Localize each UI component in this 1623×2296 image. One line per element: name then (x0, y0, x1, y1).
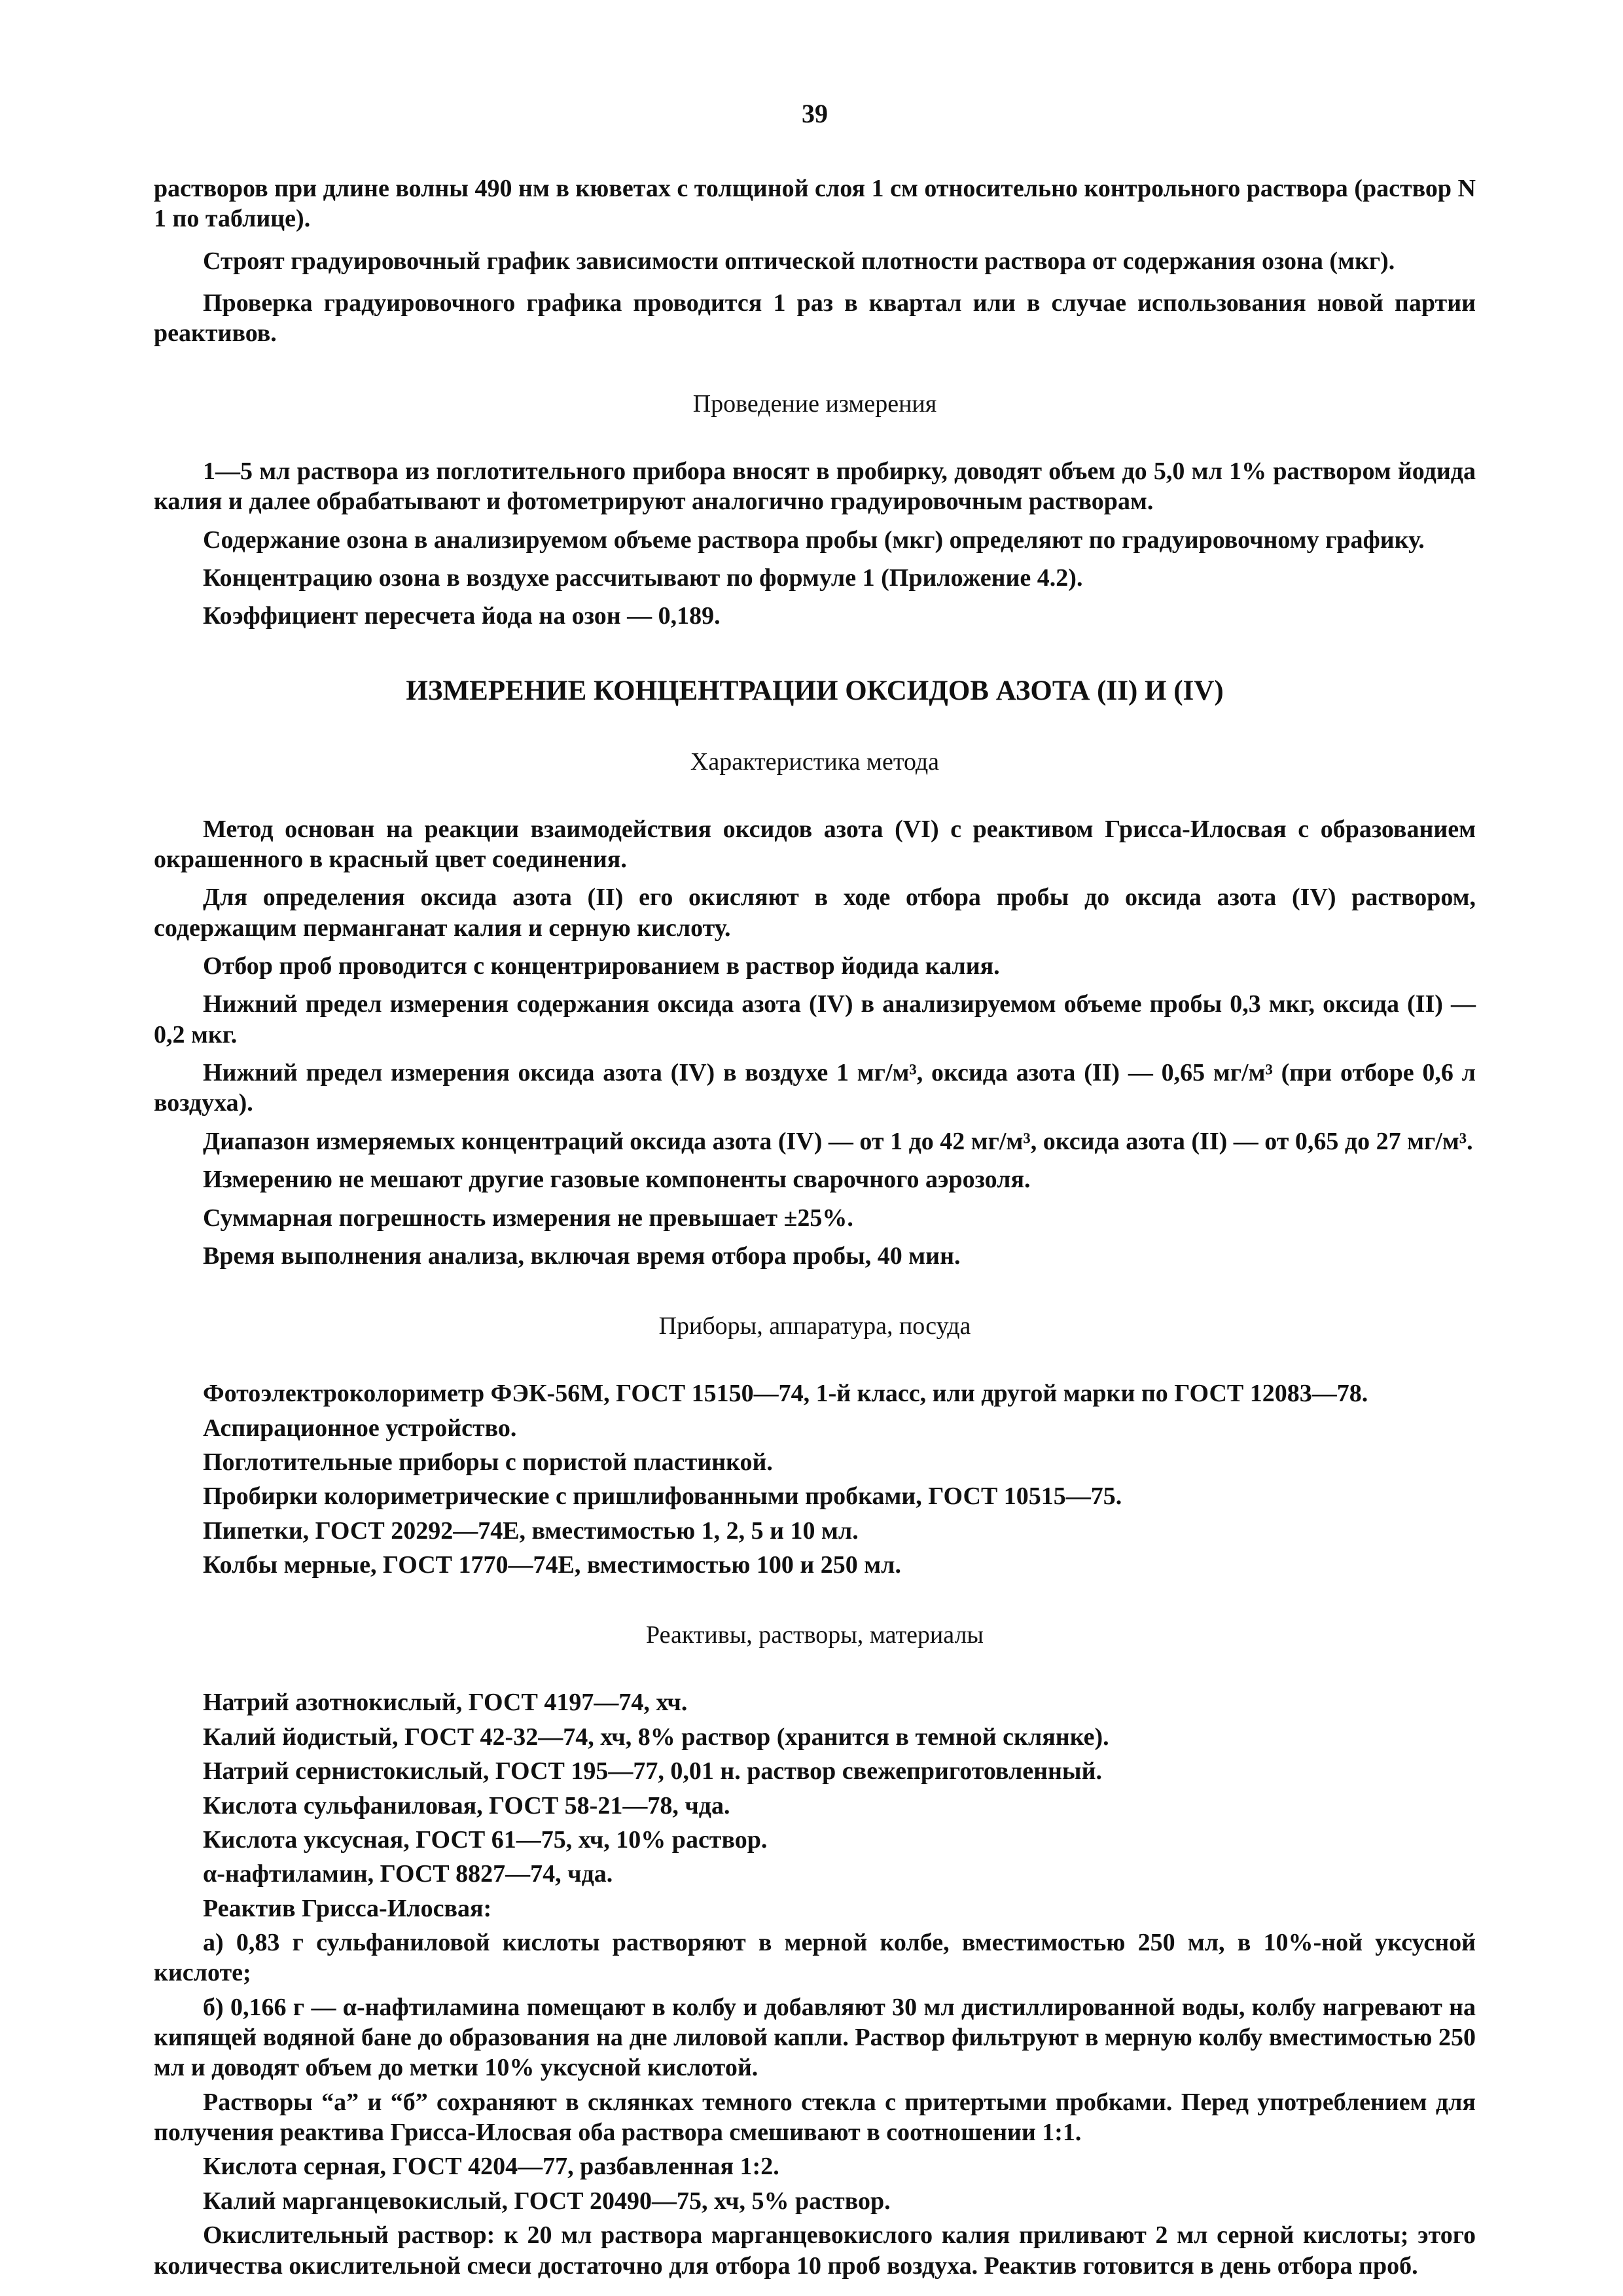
page-number: 39 (802, 99, 828, 128)
paragraph: Измерению не мешают другие газовые компоненты сварочного аэрозоля. (203, 1166, 1031, 1194)
section-heading: Характеристика метода (690, 747, 940, 776)
equipment-section (154, 1312, 1476, 1580)
list-item: Растворы “а” и “б” сохраняют в склянках темного стекла с притертыми пробками. Перед употреблением для получения реактива Грисса-Илосвая оба раствора смешивают в соотношении 1:1. (154, 2088, 1476, 2147)
paragraph: Отбор проб проводится с концентрированием в раствор йодида калия. (203, 952, 1000, 980)
paragraph: 1—5 мл раствора из поглотительного прибора вносят в пробирку, доводят объем до 5,0 мл 1% раствором йодида калия и далее обрабатывают и фотометрируют аналогично градуировочным растворам. (154, 457, 1476, 516)
list-item: Кислота серная, ГОСТ 4204—77, разбавленная 1:2. (203, 2153, 779, 2181)
list-item: а) 0,83 г сульфаниловой кислоты растворяют в мерной колбе, вместимостью 250 мл, в 10%-ной уксусной кислоте; (154, 1928, 1476, 1987)
list-item: Натрий сернистокислый, ГОСТ 195—77, 0,01 н. раствор свежеприготовленный. (203, 1757, 1102, 1785)
main-title: ИЗМЕРЕНИЕ КОНЦЕНТРАЦИИ ОКСИДОВ АЗОТА (II) И (IV) (406, 675, 1224, 706)
method-section (154, 747, 1476, 1272)
list-item: Поглотительные приборы с пористой пластинкой. (203, 1448, 773, 1476)
list-item: Пробирки колориметрические с пришлифованными пробками, ГОСТ 10515—75. (203, 1482, 1122, 1511)
lead-paragraph: Проверка градуировочного графика проводится 1 раз в квартал или в случае использования новой партии реактивов. (154, 289, 1476, 348)
paragraph: Метод основан на реакции взаимодействия оксидов азота (VI) с реактивом Грисса-Илосвая с образованием окрашенного в красный цвет соединения. (154, 815, 1476, 873)
list-item: Фотоэлектроколориметр ФЭК-56М, ГОСТ 15150—74, 1-й класс, или другой марки по ГОСТ 12083—78. (203, 1380, 1368, 1408)
lead-paragraph: Строят градуировочный график зависимости оптической плотности раствора от содержания озона (мкг). (203, 247, 1395, 275)
list-item: Калий йодистый, ГОСТ 42-32—74, хч, 8% раствор (хранится в темной склянке). (203, 1723, 1109, 1751)
reagents-section (154, 1621, 1476, 2280)
paragraph: Для определения оксида азота (II) его окисляют в ходе отбора пробы до оксида азота (IV) раствором, содержащим перманганат калия и серную кислоту. (154, 884, 1476, 942)
list-item: Кислота уксусная, ГОСТ 61—75, хч, 10% раствор. (203, 1825, 768, 1854)
lead-paragraph: растворов при длине волны 490 нм в кюветах с толщиной слоя 1 см относительно контрольного раствора (раствор N 1 по таблице). (154, 175, 1476, 233)
paragraph: Содержание озона в анализируемом объеме раствора пробы (мкг) определяют по градуировочному графику. (203, 526, 1425, 554)
list-item: Колбы мерные, ГОСТ 1770—74Е, вместимостью 100 и 250 мл. (203, 1551, 902, 1579)
paragraph: Диапазон измеряемых концентраций оксида азота (IV) — от 1 до 42 мг/м³, оксида азота (II) — от 0,65 до 27 мг/м³. (203, 1127, 1473, 1155)
list-item: Кислота сульфаниловая, ГОСТ 58-21—78, чда. (203, 1791, 730, 1820)
list-item: Окислительный раствор: к 20 мл раствора марганцевокислого калия приливают 2 мл серной кислоты; этого количества окислительной смеси достаточно для отбора 10 проб воздуха. Реактив готовится в день отбора проб. (154, 2221, 1476, 2280)
list-item: б) 0,166 г — α-нафтиламина помещают в колбу и добавляют 30 мл дистиллированной воды, колбу нагревают на кипящей водяной бане до образования на дне лиловой капли. Раствор фильтруют в мерную колбу вместимостью 250 мл и доводят объем до метки 10% уксусной кислотой. (154, 1993, 1476, 2082)
list-item: Калий марганцевокислый, ГОСТ 20490—75, хч, 5% раствор. (203, 2187, 891, 2215)
document-page (154, 98, 1476, 2285)
section-heading: Реактивы, растворы, материалы (646, 1621, 984, 1649)
paragraph: Нижний предел измерения содержания оксида азота (IV) в анализируемом объеме пробы 0,3 мкг, оксида (II) — 0,2 мкг. (154, 990, 1476, 1049)
lead-block (154, 173, 1476, 349)
list-item: α-нафтиламин, ГОСТ 8827—74, чда. (203, 1860, 613, 1888)
paragraph: Суммарная погрешность измерения не превышает ±25%. (203, 1204, 853, 1232)
list-item: Аспирационное устройство. (203, 1414, 517, 1442)
list-item: Пипетки, ГОСТ 20292—74Е, вместимостью 1, 2, 5 и 10 мл. (203, 1516, 859, 1545)
list-item: Реактив Грисса-Илосвая: (203, 1894, 492, 1922)
list-item: Натрий азотнокислый, ГОСТ 4197—74, хч. (203, 1689, 688, 1717)
section-heading: Проведение измерения (692, 389, 937, 418)
paragraph: Нижний предел измерения оксида азота (IV) в воздухе 1 мг/м³, оксида азота (II) — 0,65 мг/м³ (при отборе 0,6 л воздуха). (154, 1059, 1476, 1117)
measurement-section (154, 389, 1476, 632)
paragraph: Время выполнения анализа, включая время отбора пробы, 40 мин. (203, 1242, 961, 1270)
paragraph: Концентрацию озона в воздухе рассчитывают по формуле 1 (Приложение 4.2). (203, 564, 1083, 592)
section-heading: Приборы, аппаратура, посуда (658, 1312, 971, 1340)
paragraph: Коэффициент пересчета йода на озон — 0,189. (203, 602, 721, 630)
